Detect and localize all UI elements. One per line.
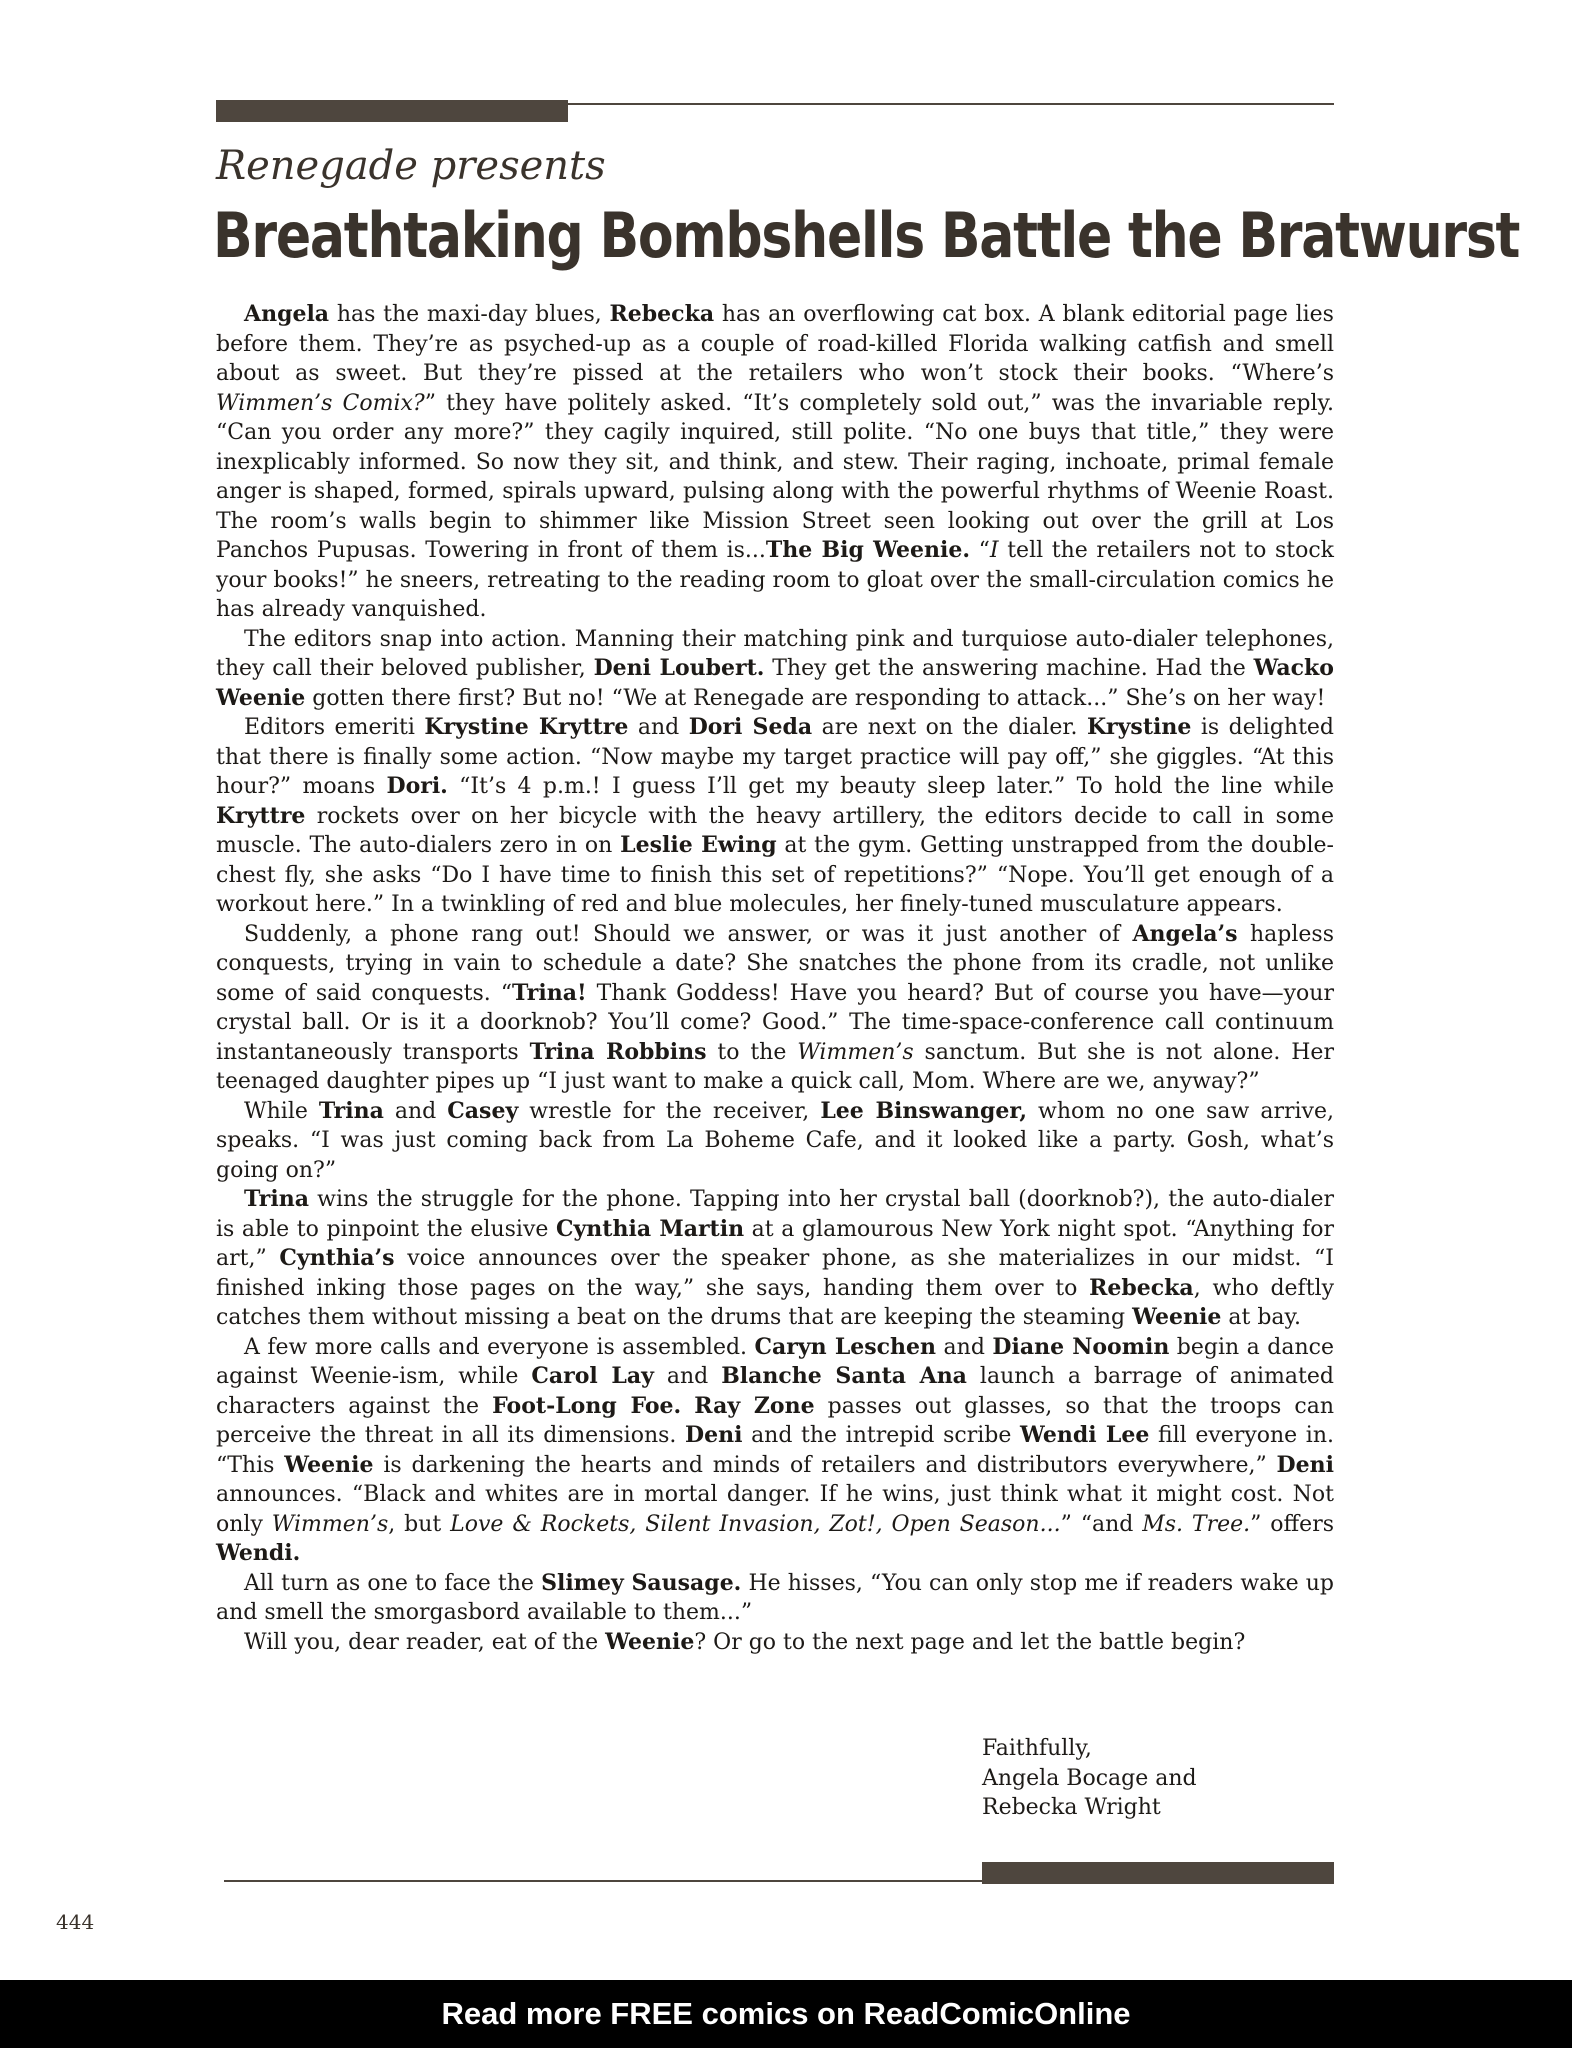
bold-run: Trina: [244, 1186, 309, 1212]
article-paragraph: [216, 1569, 1334, 1628]
text-run: “: [970, 538, 990, 563]
bold-run: Leslie Ewing: [620, 832, 777, 858]
bold-run: Cynthia’s: [279, 1245, 395, 1271]
bold-run: Caryn Leschen: [754, 1333, 937, 1360]
bottom-rule-thin-line: [224, 1880, 982, 1882]
text-run: sanctum. But she is not alone. Her teenaged daughter pipes up “I just want to make a quick call, Mom. Where are we, anyway?”: [216, 1039, 1334, 1094]
bold-run: Rebecka: [1089, 1274, 1194, 1301]
bottom-rule-thick-bar: [982, 1862, 1334, 1884]
text-run: at the gym. Getting unstrapped from the double-chest fly, she asks “Do I have time to finish this set of repetitions?” “Nope. You’ll get enough of a workout here.” In a twinkling of red and blue molecules, her finely-tuned musculature appears.: [216, 833, 1334, 917]
bold-run: Kryttre: [216, 802, 306, 829]
signoff: [982, 1734, 1197, 1823]
page-number: 444: [56, 1910, 95, 1934]
bold-run: Angela: [244, 301, 330, 327]
article-paragraph: [216, 625, 1334, 714]
bold-run: Deni: [1276, 1451, 1334, 1478]
text-run: launch a barrage of animated characters against the: [216, 1364, 1334, 1419]
text-run: ” “and: [1060, 1511, 1143, 1537]
text-run: They get the answering machine. Had the: [764, 656, 1254, 681]
text-run: whom no one saw arrive, speaks. “I was just coming back from La Boheme Cafe, and it looked like a party. Gosh, what’s going on?”: [216, 1098, 1334, 1183]
bottom-rule: [224, 1862, 1334, 1884]
text-run: and the intrepid scribe: [742, 1423, 1020, 1448]
text-run: While: [244, 1098, 319, 1124]
text-run: gotten there first? But no! “We at Renegade are responding to attack...” She’s on her way!: [305, 685, 1326, 711]
signoff-closing: Faithfully,: [982, 1736, 1092, 1761]
text-run: He hisses, “You can only stop me if readers wake up and smell the smorgasbord available to them...”: [216, 1570, 1335, 1625]
bold-run: Wendi Lee: [1019, 1422, 1150, 1448]
bold-run: Cynthia Martin: [556, 1215, 745, 1242]
text-run: Suddenly, a phone rang out! Should we answer, or was it just another of: [244, 921, 1133, 947]
kicker: Renegade presents: [216, 143, 606, 189]
signoff-line-2: Rebecka Wright: [982, 1795, 1161, 1820]
italic-run: Love & Rockets, Silent Invasion, Zot!, Open Season...: [450, 1511, 1061, 1537]
text-run: Thank Goddess! Have you heard? But of course you have—your crystal ball. Or is it a doorknob? You’ll come? Good.” The time-space-conference call continuum instantaneously transports: [216, 980, 1334, 1065]
article-paragraph: [216, 300, 1334, 625]
bold-run: Lee Binswanger,: [820, 1097, 1028, 1124]
text-run: Editors emeriti: [244, 715, 425, 740]
bold-run: Deni Loubert.: [593, 655, 765, 681]
italic-run: Ms. Tree.: [1142, 1511, 1251, 1537]
text-run: at a glamourous New York night spot. “Anything for art,”: [216, 1216, 1334, 1271]
headline: Breathtaking Bombshells Battle the Bratwurst: [213, 199, 1520, 272]
text-run: begin a dance against Weenie-ism, while: [216, 1334, 1334, 1389]
text-run: voice announces over the speaker phone, as she materializes in our midst. “I finished inking those pages on the way,” she says, handing them over to: [216, 1246, 1334, 1301]
text-run: tell the retailers not to stock your books!” he sneers, retreating to the reading room to gloat over the small-circulation comics he has already vanquished.: [216, 538, 1334, 622]
signoff-line-1: Angela Bocage and: [982, 1765, 1197, 1791]
text-run: , who deftly catches them without missing a beat on the drums that are keeping the steaming: [216, 1275, 1335, 1330]
text-run: and: [936, 1334, 993, 1360]
text-run: ” they have politely asked. “It’s completely sold out,” was the invariable reply. “Can you order any more?” they cagily inquired, still polite. “No one buys that title,” they were inexplicably informed. So now they sit, and think, and stew. Their raging, inchoate, primal female anger is shaped, formed, spirals upward, pulsing along with the powerful rhythms of Weenie Roast. The room’s walls begin to shimmer like Mission Street seen looking out over the grill at Los Panchos Pupusas. Towering in front of them is...: [216, 390, 1334, 563]
text-run: and: [383, 1098, 448, 1124]
text-run: fill everyone in. “This: [216, 1423, 1334, 1478]
article-paragraph: [216, 1097, 1334, 1186]
bold-run: Weenie: [605, 1628, 695, 1655]
text-run: rockets over on her bicycle with the heavy artillery, the editors decide to call in some muscle. The auto-dialers zero in on: [216, 803, 1334, 858]
bold-run: Wendi.: [216, 1540, 301, 1566]
top-rule-thick-bar: [216, 100, 568, 122]
text-run: [681, 1394, 694, 1419]
italic-run: Wimmen’s: [797, 1039, 914, 1065]
text-run: wrestle for the receiver,: [518, 1098, 821, 1124]
bold-run: Rebecka: [609, 301, 715, 327]
text-run: has the maxi-day blues,: [329, 302, 610, 327]
bold-run: Krystine: [1086, 714, 1192, 740]
text-run: are next on the dialer.: [812, 715, 1087, 740]
article-paragraph: [216, 920, 1334, 1097]
text-run: Will you, dear reader, eat of the: [244, 1629, 606, 1655]
italic-run: Wimmen’s: [271, 1511, 389, 1537]
article-paragraph: [216, 1185, 1334, 1333]
italic-run: I: [989, 538, 999, 563]
bold-run: Angela’s: [1132, 920, 1238, 947]
bold-run: Trina Robbins: [529, 1038, 707, 1065]
text-run: has an overflowing cat box. A blank editorial page lies before them. They’re as psyched-up as a couple of road-killed Florida walking catfish and smell about as sweet. But they’re pissed at the retailers who won’t stock their books. “Where’s: [216, 302, 1334, 386]
bold-run: Slimey Sausage.: [541, 1569, 742, 1596]
text-run: A few more calls and everyone is assembled.: [244, 1334, 755, 1360]
text-run: The editors snap into action. Manning their matching pink and turquiose auto-dialer telephones, they call their beloved publisher,: [216, 626, 1334, 681]
bold-run: Wacko Weenie: [216, 655, 1334, 711]
bold-run: Blanche Santa Ana: [721, 1363, 967, 1389]
bold-run: Deni: [685, 1422, 743, 1448]
article-paragraph: [216, 713, 1334, 920]
text-run: ? Or go to the next page and let the battle begin?: [694, 1629, 1246, 1655]
text-run: to the: [706, 1039, 798, 1065]
promo-banner-text[interactable]: Read more FREE comics on ReadComicOnline: [441, 1996, 1131, 2031]
bold-run: Diane Noomin: [992, 1333, 1170, 1360]
bold-run: Trina!: [512, 979, 587, 1006]
top-rule-thin-line: [568, 103, 1334, 105]
top-rule: [216, 100, 1334, 122]
bold-run: Weenie: [284, 1451, 374, 1478]
text-run: and: [653, 1364, 722, 1389]
text-run: is darkening the hearts and minds of retailers and distributors everywhere,”: [373, 1452, 1277, 1478]
bold-run: Dori.: [386, 773, 448, 799]
article-paragraph: [216, 1333, 1334, 1569]
text-run: passes out glasses, so that the troops can perceive the threat in all its dimensions.: [216, 1393, 1335, 1448]
text-run: wins the struggle for the phone. Tapping into her crystal ball (doorknob?), the auto-dialer is able to pinpoint the elusive: [216, 1187, 1334, 1242]
article-paragraph: [216, 1628, 1334, 1658]
text-run: hapless conquests, trying in vain to schedule a date? She snatches the phone from its cradle, not unlike some of said conquests. “: [216, 921, 1335, 1006]
bold-run: The Big Weenie.: [765, 537, 971, 563]
text-run: ” offers: [1250, 1511, 1335, 1537]
bold-run: Dori Seda: [688, 714, 813, 740]
bold-run: Ray Zone: [694, 1392, 815, 1419]
text-run: is delighted that there is finally some action. “Now maybe my target practice will pay off,” she giggles. “At this hour?” moans: [216, 715, 1335, 799]
text-run: at bay.: [1221, 1305, 1302, 1330]
bold-run: Casey: [447, 1097, 519, 1124]
bold-run: Krystine Kryttre: [424, 714, 629, 740]
text-run: , but: [388, 1511, 451, 1537]
text-run: and: [628, 715, 689, 740]
bold-run: Carol Lay: [531, 1363, 654, 1389]
text-run: announces. “Black and whites are in mortal danger. If he wins, just think what it might cost. Not only: [216, 1482, 1334, 1537]
promo-banner[interactable]: [0, 1980, 1572, 2048]
article-body: [216, 300, 1334, 1657]
bold-run: Weenie: [1132, 1304, 1222, 1330]
bold-run: Trina: [318, 1097, 384, 1124]
italic-run: Wimmen’s Comix?: [216, 390, 425, 416]
text-run: “It’s 4 p.m.! I guess I’ll get my beauty sleep later.” To hold the line while: [447, 774, 1334, 799]
text-run: All turn as one to face the: [244, 1570, 542, 1596]
bold-run: Foot-Long Foe.: [492, 1392, 682, 1419]
